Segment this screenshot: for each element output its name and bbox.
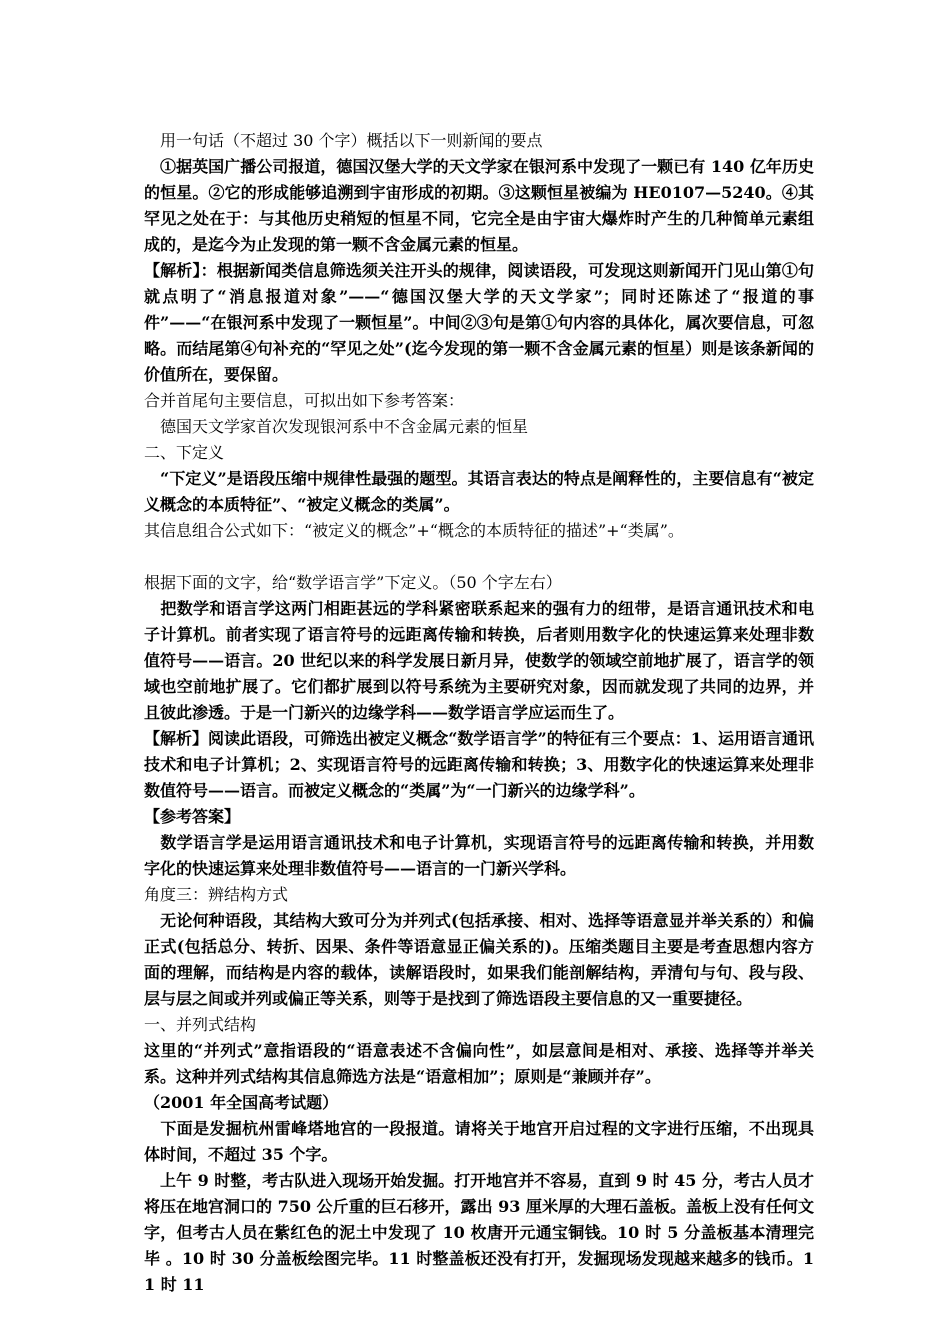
- compression-task: 下面是发掘杭州雷峰塔地宫的一段报道。请将关于地宫开启过程的文字进行压缩，不出现具体时间，不超过 35 个字。: [144, 1119, 814, 1164]
- definition-task: 根据下面的文字，给“数学语言学”下定义。（50 个字左右）: [144, 573, 562, 592]
- document-body: [144, 128, 814, 1298]
- definition-intro: “下定义”是语段压缩中规律性最强的题型。其语言表达的特点是阐释性的，主要信息有“被定义概念的本质特征”、“被定义概念的类属”。: [144, 469, 814, 514]
- definition-heading: 二、下定义: [144, 443, 225, 462]
- reference-answer-label: 【参考答案】: [144, 807, 241, 826]
- news-answer: 德国天文学家首次发现银河系中不含金属元素的恒星: [144, 417, 529, 436]
- blank-line: [144, 544, 814, 570]
- merge-note: 合并首尾句主要信息，可拟出如下参考答案：: [144, 391, 465, 410]
- definition-analysis: 【解析】阅读此语段，可筛选出被定义概念“数学语言学”的特征有三个要点：1、运用语言通讯技术和电子计算机；2、实现语言符号的远距离传输和转换；3、用数字化的快速运算来处理非数值符号——语言。而被定义概念的“类属”为“一门新兴的边缘学科”。: [144, 729, 814, 800]
- news-passage: ①据英国广播公司报道，德国汉堡大学的天文学家在银河系中发现了一颗已有 140 亿年历史的恒星。②它的形成能够追溯到宇宙形成的初期。③这颗恒星被编为 HE0107—5240。④其罕见之处在于：与其他历史稍短的恒星不同，它完全是由宇宙大爆炸时产生的几种简单元素组成的，是迄今为止发现的第一颗不含金属元素的恒星。: [144, 157, 814, 254]
- summary-task: 用一句话（不超过 30 个字）概括以下一则新闻的要点: [144, 131, 543, 150]
- structure-intro: 无论何种语段，其结构大致可分为并列式(包括承接、相对、选择等语意显并举关系的）和偏正式(包括总分、转折、因果、条件等语意显正偏关系的)。压缩类题目主要是考查思想内容方面的理解，而结构是内容的载体，读解语段时，如果我们能剖解结构，弄清句与句、段与段、层与层之间或并列或偏正等关系，则等于是找到了筛选语段主要信息的又一重要捷径。: [144, 911, 814, 1008]
- parallel-heading: 一、并列式结构: [144, 1015, 257, 1034]
- definition-passage: 把数学和语言学这两门相距甚远的学科紧密联系起来的强有力的纽带，是语言通讯技术和电子计算机。前者实现了语言符号的远距离传输和转换，后者则用数字化的快速运算来处理非数值符号——语言。20 世纪以来的科学发展日新月异，使数学的领域空前地扩展了，语言学的领域也空前地扩展了。它们都扩展到以符号系统为主要研究对象，因而就发现了共同的边界，并且彼此渗透。于是一门新兴的边缘学科——数学语言学应运而生了。: [144, 599, 814, 722]
- excavation-passage: 上午 9 时整，考古队进入现场开始发掘。打开地宫并不容易，直到 9 时 45 分，考古人员才将压在地宫洞口的 750 公斤重的巨石移开，露出 93 厘米厚的大理石盖板。盖板上没有任何文字，但考古人员在紫红色的泥土中发现了 10 枚唐开元通宝铜钱。10 时 5 分盖板基本清理完毕 。10 时 30 分盖板绘图完毕。11 时整盖板还没有打开，发掘现场发现越来越多的钱币。11 时 11: [144, 1171, 814, 1294]
- exam-label: （2001 年全国高考试题）: [144, 1093, 339, 1112]
- structure-heading: 角度三：辨结构方式: [144, 885, 289, 904]
- definition-answer: 数学语言学是运用语言通讯技术和电子计算机，实现语言符号的远距离传输和转换，并用数字化的快速运算来处理非数值符号——语言的一门新兴学科。: [144, 833, 814, 878]
- news-analysis: 【解析】：根据新闻类信息筛选须关注开头的规律，阅读语段，可发现这则新闻开门见山第①句就点明了“消息报道对象”——“德国汉堡大学的天文学家”；同时还陈述了“报道的事件”——“在银河系中发现了一颗恒星”。中间②③句是第①句内容的具体化，属次要信息，可忽略。而结尾第④句补充的“罕见之处”(迄今发现的第一颗不含金属元素的恒星）则是该条新闻的价值所在，要保留。: [144, 261, 814, 384]
- definition-formula: 其信息组合公式如下：“被定义的概念”+“概念的本质特征的描述”+“类属”。: [144, 521, 684, 540]
- parallel-intro: 这里的“并列式”意指语段的“语意表述不含偏向性”，如层意间是相对、承接、选择等并举关系。这种并列式结构其信息筛选方法是“语意相加”；原则是“兼顾并存”。: [144, 1041, 814, 1086]
